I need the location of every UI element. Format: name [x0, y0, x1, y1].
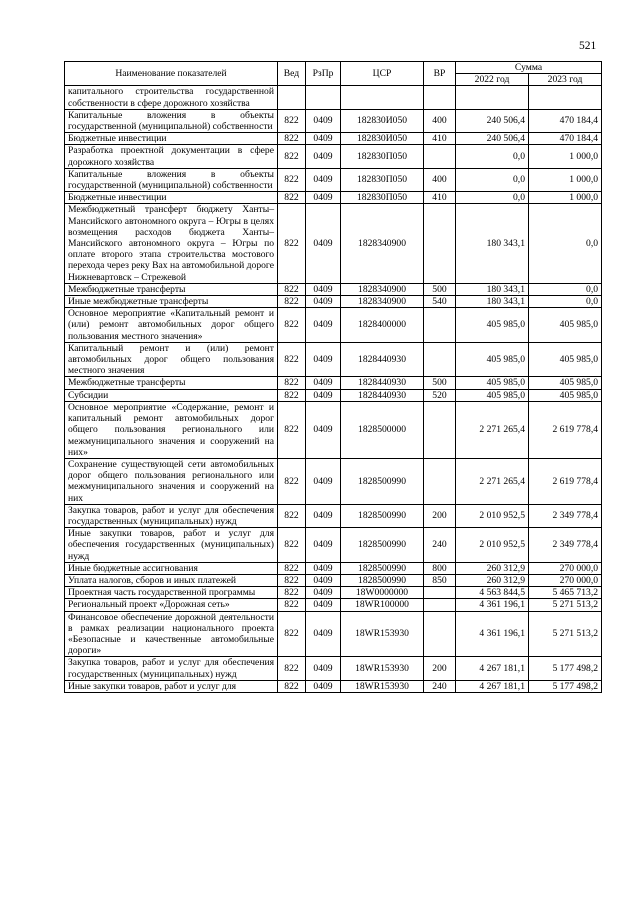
cell-csr: 182830И050 — [341, 133, 424, 145]
cell-csr: 1828440930 — [341, 342, 424, 377]
cell-sum-2022: 240 506,4 — [456, 109, 529, 132]
cell-rzpr: 0409 — [306, 308, 341, 343]
header-sum: Сумма — [456, 62, 602, 74]
cell-csr: 18W0000000 — [341, 587, 424, 599]
cell-ved: 822 — [278, 562, 306, 574]
table-row — [65, 657, 602, 680]
table-row — [65, 296, 602, 308]
cell-name: капитального строительства государственной собственности в сфере дорожного хозяйства — [65, 86, 278, 109]
cell-sum-2022: 180 343,1 — [456, 296, 529, 308]
header-name: Наименование показателей — [65, 62, 278, 86]
cell-sum-2022: 405 985,0 — [456, 342, 529, 377]
cell-csr: 18WR153930 — [341, 657, 424, 680]
page-number: 521 — [579, 40, 597, 52]
header-csr: ЦСР — [341, 62, 424, 86]
cell-vr: 540 — [424, 296, 456, 308]
cell-sum-2022: 4 267 181,1 — [456, 680, 529, 692]
cell-csr — [341, 86, 424, 109]
cell-name: Иные закупки товаров, работ и услуг для обеспечения государственных (муниципальных) нужд — [65, 528, 278, 563]
table-row — [65, 389, 602, 401]
cell-name: Бюджетные инвестиции — [65, 192, 278, 204]
cell-vr — [424, 401, 456, 458]
cell-vr: 240 — [424, 680, 456, 692]
cell-csr: 182830П050 — [341, 192, 424, 204]
cell-name: Иные межбюджетные трансферты — [65, 296, 278, 308]
cell-name: Иные закупки товаров, работ и услуг для — [65, 680, 278, 692]
cell-name: Закупка товаров, работ и услуг для обеспечения государственных (муниципальных) нужд — [65, 504, 278, 527]
cell-ved: 822 — [278, 308, 306, 343]
table-row — [65, 587, 602, 599]
cell-vr — [424, 308, 456, 343]
cell-rzpr: 0409 — [306, 192, 341, 204]
cell-name: Закупка товаров, работ и услуг для обеспечения государственных (муниципальных) нужд — [65, 657, 278, 680]
cell-vr: 400 — [424, 168, 456, 191]
cell-rzpr: 0409 — [306, 657, 341, 680]
cell-ved: 822 — [278, 145, 306, 168]
cell-name: Сохранение существующей сети автомобильных дорог общего пользования регионального или межмуниципального значения и сооружений на них — [65, 458, 278, 504]
cell-vr — [424, 145, 456, 168]
table-row — [65, 562, 602, 574]
cell-ved: 822 — [278, 342, 306, 377]
cell-csr: 18WR100000 — [341, 599, 424, 611]
cell-csr: 1828500990 — [341, 458, 424, 504]
cell-csr: 1828500990 — [341, 528, 424, 563]
cell-vr: 410 — [424, 192, 456, 204]
table-row — [65, 168, 602, 191]
cell-ved — [278, 86, 306, 109]
cell-sum-2023: 2 619 778,4 — [529, 458, 602, 504]
table-row — [65, 342, 602, 377]
cell-csr: 1828500990 — [341, 574, 424, 586]
cell-rzpr: 0409 — [306, 562, 341, 574]
cell-sum-2023 — [529, 86, 602, 109]
cell-sum-2022: 4 267 181,1 — [456, 657, 529, 680]
cell-ved: 822 — [278, 133, 306, 145]
cell-rzpr: 0409 — [306, 204, 341, 283]
cell-name: Капитальный ремонт и (или) ремонт автомобильных дорог общего пользования местного значения — [65, 342, 278, 377]
cell-csr: 1828400000 — [341, 308, 424, 343]
cell-sum-2022: 4 563 844,5 — [456, 587, 529, 599]
table-row — [65, 192, 602, 204]
cell-vr: 240 — [424, 528, 456, 563]
cell-sum-2023: 0,0 — [529, 283, 602, 295]
table-row — [65, 86, 602, 109]
cell-ved: 822 — [278, 192, 306, 204]
table-row — [65, 504, 602, 527]
cell-ved: 822 — [278, 204, 306, 283]
cell-ved: 822 — [278, 377, 306, 389]
table-header — [65, 62, 602, 86]
cell-sum-2022: 2 010 952,5 — [456, 528, 529, 563]
cell-rzpr: 0409 — [306, 109, 341, 132]
cell-rzpr: 0409 — [306, 296, 341, 308]
cell-vr — [424, 611, 456, 657]
cell-csr: 1828340900 — [341, 296, 424, 308]
cell-name: Межбюджетный трансферт бюджету Ханты–Мансийского автономного округа – Югры в целях возмещения расходов бюджета Ханты–Мансийского автономного округа – Югры по оплате второго этапа строительства мостового перехода через реку Вах на автомобильной дороге Нижневартовск – Стрежевой — [65, 204, 278, 283]
cell-name: Разработка проектной документации в сфере дорожного хозяйства — [65, 145, 278, 168]
cell-name: Капитальные вложения в объекты государственной (муниципальной) собственности — [65, 109, 278, 132]
cell-vr: 520 — [424, 389, 456, 401]
cell-sum-2023: 5 177 498,2 — [529, 657, 602, 680]
cell-sum-2023: 470 184,4 — [529, 133, 602, 145]
table-row — [65, 133, 602, 145]
cell-ved: 822 — [278, 389, 306, 401]
table-row — [65, 377, 602, 389]
cell-name: Основное мероприятие «Содержание, ремонт и капитальный ремонт автомобильных дорог общего пользования регионального или межмуниципального значения и сооружений на них» — [65, 401, 278, 458]
cell-sum-2022: 0,0 — [456, 145, 529, 168]
cell-sum-2023: 405 985,0 — [529, 342, 602, 377]
cell-sum-2022: 180 343,1 — [456, 283, 529, 295]
cell-vr — [424, 86, 456, 109]
cell-name: Межбюджетные трансферты — [65, 377, 278, 389]
cell-vr: 400 — [424, 109, 456, 132]
table-row — [65, 611, 602, 657]
cell-vr: 410 — [424, 133, 456, 145]
cell-sum-2023: 470 184,4 — [529, 109, 602, 132]
table-body — [65, 86, 602, 693]
cell-name: Субсидии — [65, 389, 278, 401]
cell-sum-2022: 4 361 196,1 — [456, 611, 529, 657]
cell-rzpr: 0409 — [306, 377, 341, 389]
header-rzpr: РзПр — [306, 62, 341, 86]
cell-rzpr — [306, 86, 341, 109]
cell-vr: 200 — [424, 657, 456, 680]
cell-sum-2022: 240 506,4 — [456, 133, 529, 145]
cell-csr: 1828500990 — [341, 504, 424, 527]
cell-sum-2023: 5 271 513,2 — [529, 611, 602, 657]
cell-sum-2023: 0,0 — [529, 204, 602, 283]
cell-sum-2023: 405 985,0 — [529, 308, 602, 343]
table-row — [65, 574, 602, 586]
cell-ved: 822 — [278, 109, 306, 132]
cell-csr: 182830П050 — [341, 168, 424, 191]
cell-rzpr: 0409 — [306, 145, 341, 168]
cell-sum-2023: 405 985,0 — [529, 389, 602, 401]
cell-csr: 182830П050 — [341, 145, 424, 168]
cell-vr: 500 — [424, 283, 456, 295]
cell-csr: 1828340900 — [341, 283, 424, 295]
cell-rzpr: 0409 — [306, 504, 341, 527]
cell-sum-2022: 260 312,9 — [456, 574, 529, 586]
cell-csr: 182830И050 — [341, 109, 424, 132]
cell-ved: 822 — [278, 504, 306, 527]
cell-sum-2023: 0,0 — [529, 296, 602, 308]
cell-sum-2023: 1 000,0 — [529, 192, 602, 204]
cell-name: Финансовое обеспечение дорожной деятельности в рамках реализации национального проекта «Безопасные и качественные автомобильные дороги» — [65, 611, 278, 657]
header-ved: Вед — [278, 62, 306, 86]
cell-ved: 822 — [278, 657, 306, 680]
cell-vr: 800 — [424, 562, 456, 574]
cell-sum-2022: 4 361 196,1 — [456, 599, 529, 611]
cell-sum-2023: 405 985,0 — [529, 377, 602, 389]
cell-sum-2022: 2 010 952,5 — [456, 504, 529, 527]
cell-vr — [424, 587, 456, 599]
cell-csr: 1828340900 — [341, 204, 424, 283]
budget-table — [64, 61, 602, 693]
cell-sum-2022: 0,0 — [456, 168, 529, 191]
header-year-2022: 2022 год — [456, 74, 529, 86]
cell-vr: 500 — [424, 377, 456, 389]
table-row — [65, 109, 602, 132]
cell-sum-2023: 2 349 778,4 — [529, 528, 602, 563]
table-row — [65, 283, 602, 295]
cell-name: Межбюджетные трансферты — [65, 283, 278, 295]
cell-ved: 822 — [278, 599, 306, 611]
cell-rzpr: 0409 — [306, 168, 341, 191]
cell-vr — [424, 458, 456, 504]
cell-sum-2023: 1 000,0 — [529, 145, 602, 168]
cell-vr: 200 — [424, 504, 456, 527]
cell-ved: 822 — [278, 283, 306, 295]
cell-sum-2022: 405 985,0 — [456, 308, 529, 343]
cell-sum-2022: 2 271 265,4 — [456, 401, 529, 458]
cell-sum-2023: 270 000,0 — [529, 574, 602, 586]
cell-sum-2023: 5 177 498,2 — [529, 680, 602, 692]
cell-rzpr: 0409 — [306, 528, 341, 563]
cell-rzpr: 0409 — [306, 283, 341, 295]
cell-ved: 822 — [278, 611, 306, 657]
cell-csr: 1828440930 — [341, 389, 424, 401]
cell-csr: 18WR153930 — [341, 611, 424, 657]
cell-vr — [424, 599, 456, 611]
cell-name: Бюджетные инвестиции — [65, 133, 278, 145]
header-year-2023: 2023 год — [529, 74, 602, 86]
cell-ved: 822 — [278, 574, 306, 586]
cell-ved: 822 — [278, 587, 306, 599]
cell-name: Капитальные вложения в объекты государственной (муниципальной) собственности — [65, 168, 278, 191]
table-row — [65, 599, 602, 611]
table-row — [65, 308, 602, 343]
table-row — [65, 204, 602, 283]
cell-ved: 822 — [278, 528, 306, 563]
cell-sum-2022: 405 985,0 — [456, 389, 529, 401]
cell-csr: 1828500990 — [341, 562, 424, 574]
cell-sum-2023: 5 465 713,2 — [529, 587, 602, 599]
cell-rzpr: 0409 — [306, 574, 341, 586]
cell-csr: 1828440930 — [341, 377, 424, 389]
cell-ved: 822 — [278, 458, 306, 504]
cell-ved: 822 — [278, 296, 306, 308]
table-row — [65, 528, 602, 563]
cell-sum-2022: 405 985,0 — [456, 377, 529, 389]
cell-name: Проектная часть государственной программы — [65, 587, 278, 599]
table-row — [65, 458, 602, 504]
cell-name: Основное мероприятие «Капитальный ремонт и (или) ремонт автомобильных дорог общего пользования местного значения» — [65, 308, 278, 343]
cell-csr: 18WR153930 — [341, 680, 424, 692]
table-row — [65, 401, 602, 458]
cell-name: Иные бюджетные ассигнования — [65, 562, 278, 574]
cell-rzpr: 0409 — [306, 389, 341, 401]
cell-sum-2023: 2 619 778,4 — [529, 401, 602, 458]
cell-name: Уплата налогов, сборов и иных платежей — [65, 574, 278, 586]
cell-sum-2022: 0,0 — [456, 192, 529, 204]
cell-sum-2023: 1 000,0 — [529, 168, 602, 191]
cell-rzpr: 0409 — [306, 587, 341, 599]
table-row — [65, 145, 602, 168]
cell-sum-2022: 2 271 265,4 — [456, 458, 529, 504]
cell-csr: 1828500000 — [341, 401, 424, 458]
cell-ved: 822 — [278, 401, 306, 458]
table-row — [65, 680, 602, 692]
cell-sum-2023: 5 271 513,2 — [529, 599, 602, 611]
cell-rzpr: 0409 — [306, 599, 341, 611]
cell-ved: 822 — [278, 168, 306, 191]
cell-rzpr: 0409 — [306, 133, 341, 145]
cell-sum-2023: 2 349 778,4 — [529, 504, 602, 527]
cell-rzpr: 0409 — [306, 342, 341, 377]
cell-rzpr: 0409 — [306, 611, 341, 657]
cell-rzpr: 0409 — [306, 680, 341, 692]
cell-vr — [424, 342, 456, 377]
cell-ved: 822 — [278, 680, 306, 692]
cell-sum-2022: 260 312,9 — [456, 562, 529, 574]
cell-name: Региональный проект «Дорожная сеть» — [65, 599, 278, 611]
cell-vr — [424, 204, 456, 283]
cell-vr: 850 — [424, 574, 456, 586]
cell-sum-2022 — [456, 86, 529, 109]
cell-sum-2022: 180 343,1 — [456, 204, 529, 283]
cell-sum-2023: 270 000,0 — [529, 562, 602, 574]
cell-rzpr: 0409 — [306, 458, 341, 504]
header-vr: ВР — [424, 62, 456, 86]
cell-rzpr: 0409 — [306, 401, 341, 458]
